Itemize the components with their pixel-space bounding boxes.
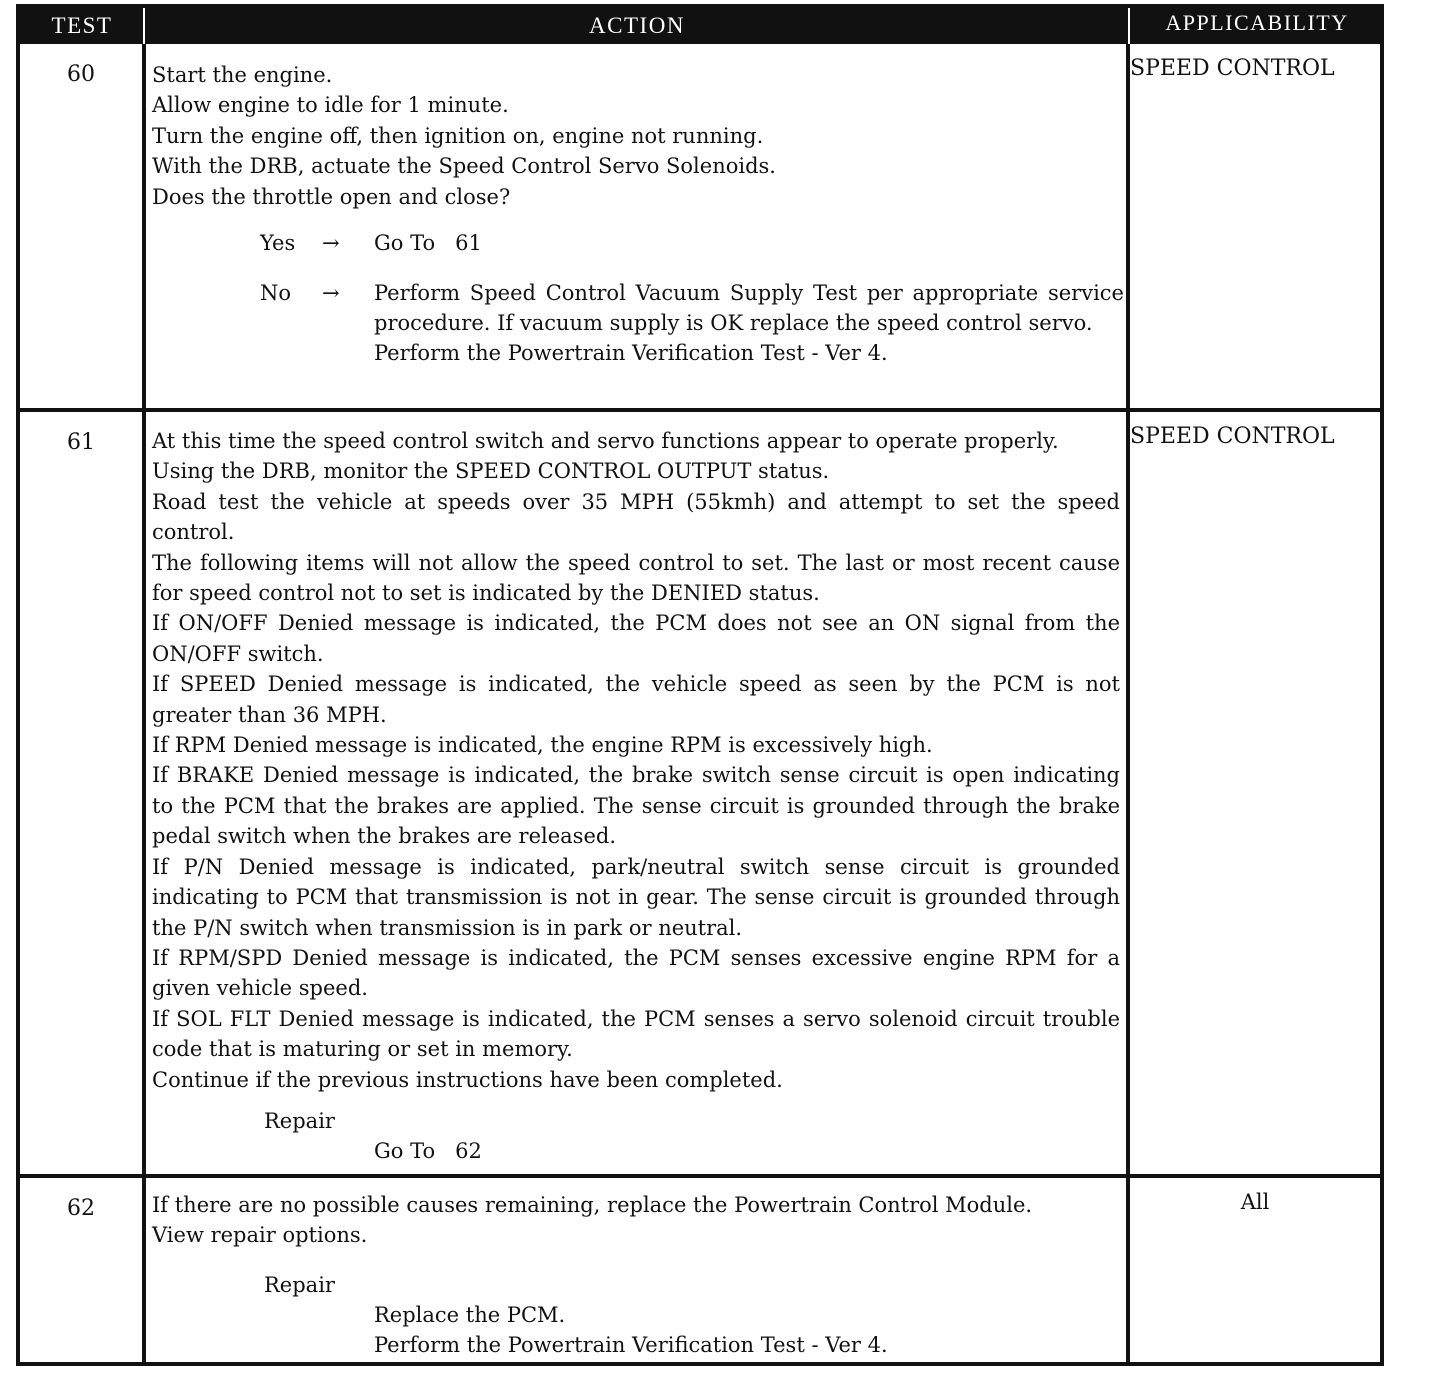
- action-line: Continue if the previous instructions have been completed.: [152, 1067, 783, 1092]
- column-divider: [1126, 44, 1130, 408]
- no-result-line: Perform Speed Control Vacuum Supply Test per appropriate service procedure. If vacuum supply is OK replace the speed control servo.: [374, 281, 1124, 335]
- no-result-line: Perform the Powertrain Verification Test - Ver 4.: [374, 341, 888, 365]
- test-row-61: [20, 408, 1380, 1174]
- repair-branch: [20, 1270, 1120, 1364]
- header-test: TEST: [51, 13, 113, 38]
- test-number: 61: [67, 430, 95, 455]
- applicability: All: [1240, 1190, 1270, 1214]
- action-line: If SOL FLT Denied message is indicated, the PCM senses a servo solenoid circuit trouble code that is maturing or set in memory.: [152, 1006, 1120, 1062]
- repair-result-line: Perform the Powertrain Verification Test - Ver 4.: [374, 1333, 888, 1357]
- action-line: If BRAKE Denied message is indicated, the brake switch sense circuit is open indicating to the PCM that the brakes are applied. The sense circuit is grounded through the brake pedal switch when the brakes are released.: [152, 763, 1120, 849]
- action-line: If ON/OFF Denied message is indicated, the PCM does not see an ON signal from the ON/OFF switch.: [152, 611, 1120, 666]
- repair-result-line: Replace the PCM.: [374, 1303, 566, 1327]
- column-divider: [1126, 412, 1130, 1174]
- action-line: If P/N Denied message is indicated, park/neutral switch sense circuit is grounded indicating to PCM that transmission is not in gear. The sense circuit is grounded through the P/N switch when transmission is in park or neutral.: [152, 854, 1120, 940]
- table-header: [20, 4, 1380, 44]
- action-line: If RPM Denied message is indicated, the engine RPM is excessively high.: [152, 733, 933, 758]
- yes-label: Yes: [260, 231, 296, 255]
- header-action: ACTION: [589, 13, 685, 38]
- applicability: SPEED CONTROL: [1130, 56, 1335, 81]
- no-label: No: [260, 281, 292, 305]
- action-line: Start the engine.: [152, 63, 333, 87]
- action-text: [152, 426, 1120, 1095]
- yes-branch: [20, 228, 1120, 260]
- header-applicability: APPLICABILITY: [1165, 10, 1349, 35]
- action-line: Using the DRB, monitor the SPEED CONTROL OUTPUT status.: [152, 459, 830, 484]
- repair-result: Go To 62: [374, 1139, 482, 1163]
- applicability: SPEED CONTROL: [1130, 424, 1335, 449]
- yes-result: Go To 61: [374, 231, 482, 255]
- arrow-right-icon: →: [322, 231, 340, 255]
- diagnostic-table: [16, 4, 1384, 1366]
- action-line: Does the throttle open and close?: [152, 184, 511, 209]
- test-number: 60: [67, 62, 95, 87]
- no-branch: [20, 278, 1124, 402]
- action-line: If RPM/SPD Denied message is indicated, the PCM senses excessive engine RPM for a given vehicle speed.: [152, 945, 1120, 1001]
- column-divider: [142, 412, 146, 1174]
- repair-branch: [20, 1106, 1120, 1170]
- action-line: With the DRB, actuate the Speed Control Servo Solenoids.: [152, 154, 776, 179]
- repair-label: Repair: [264, 1109, 335, 1133]
- no-result: [374, 278, 1124, 368]
- action-line: The following items will not allow the speed control to set. The last or most recent cause for speed control not to set is indicated by the DENIED status.: [152, 550, 1120, 606]
- action-line: If there are no possible causes remaining, replace the Powertrain Control Module.: [152, 1193, 1033, 1217]
- action-text: [152, 60, 1120, 212]
- arrow-right-icon: →: [322, 281, 340, 305]
- action-line: At this time the speed control switch and servo functions appear to operate properly.: [152, 429, 1059, 453]
- test-row-62: [20, 1174, 1380, 1362]
- action-line: Allow engine to idle for 1 minute.: [152, 93, 509, 118]
- action-line: Turn the engine off, then ignition on, engine not running.: [152, 123, 764, 148]
- action-line: View repair options.: [152, 1223, 368, 1248]
- action-text: [152, 1190, 1120, 1251]
- test-row-60: [20, 44, 1380, 408]
- repair-result: [374, 1300, 1124, 1360]
- action-line: Road test the vehicle at speeds over 35 MPH (55kmh) and attempt to set the speed control.: [152, 489, 1120, 545]
- action-line: If SPEED Denied message is indicated, the vehicle speed as seen by the PCM is not greater than 36 MPH.: [152, 672, 1120, 727]
- repair-label: Repair: [264, 1273, 335, 1297]
- test-number: 62: [67, 1196, 95, 1221]
